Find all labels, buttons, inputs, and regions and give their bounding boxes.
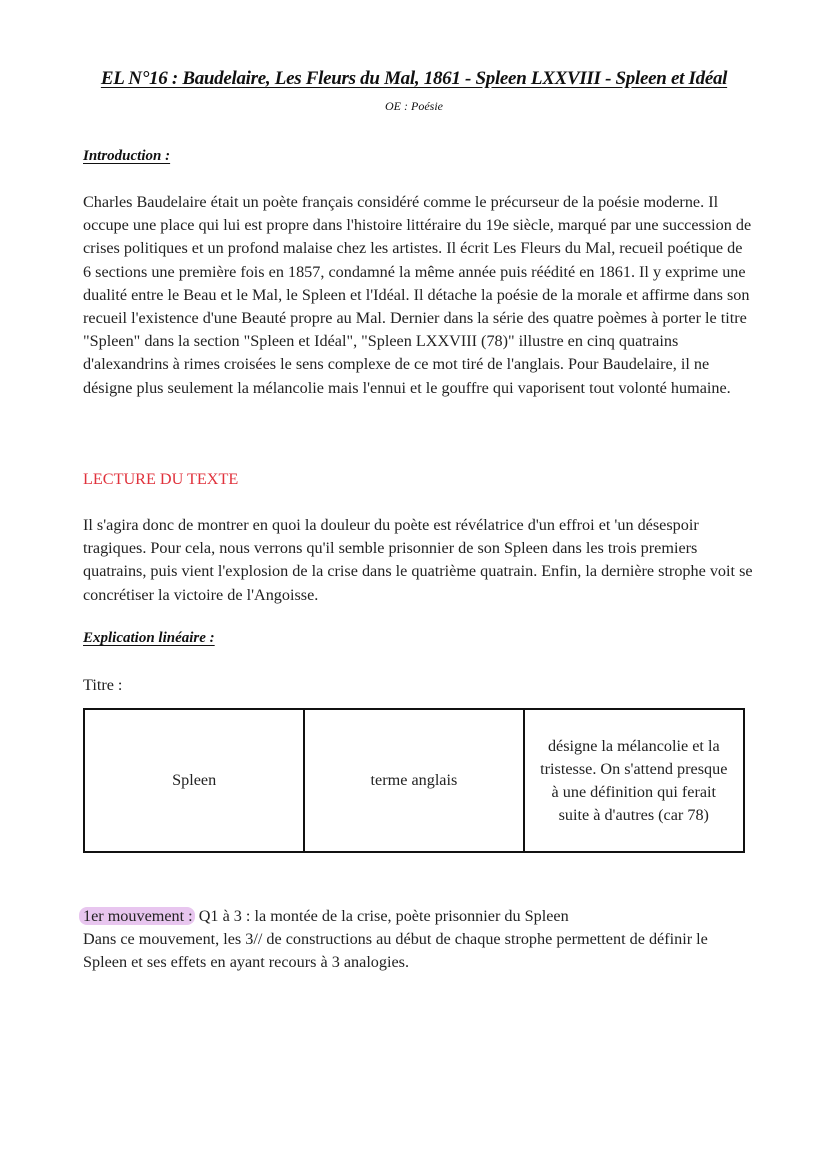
lecture-du-texte-label: LECTURE DU TEXTE <box>83 470 239 488</box>
table-cell-citation: Spleen <box>84 709 304 852</box>
table-cell-procede: terme anglais <box>304 709 523 852</box>
introduction-paragraph: Charles Baudelaire était un poète français considéré comme le précurseur de la poésie moderne. Il occupe une place qui lui est propre dans l'histoire littéraire du 19e siècle, marqué par une succession de crises politiques et un profond malaise chez les artistes. Il écrit Les Fleurs du Mal, recueil poétique de 6 sections une première fois en 1857, condamné la même année puis réédité en 1861. Il y exprime une dualité entre le Beau et le Mal, le Spleen et l'Idéal. Il détache la poésie de la morale et affirme dans son recueil l'existence d'une Beauté propre au Mal. Dernier dans la série des quatre poèmes à porter le titre "Spleen" dans la section "Spleen et Idéal", "Spleen LXXVIII (78)" illustre en cinq quatrains d'alexandrins à rimes croisées le sens complexe de ce mot tiré de l'anglais. Pour Baudelaire, il ne désigne plus seulement la mélancolie mais l'ennui et le gouffre qui vaporisent tout volonté humaine. <box>83 193 752 397</box>
analysis-table <box>83 708 745 853</box>
table-row <box>84 709 744 852</box>
explication-heading: Explication linéaire : <box>83 630 215 646</box>
titre-label: Titre : <box>83 676 123 694</box>
table-cell-analyse: désigne la mélancolie et la tristesse. On s'attend presque à une définition qui ferait suite à d'autres (car 78) <box>524 709 744 852</box>
introduction-heading: Introduction : <box>83 148 171 164</box>
mouvement-1-title-text: Q1 à 3 : la montée de la crise, poète prisonnier du Spleen <box>194 907 569 925</box>
mouvement-1-section <box>83 905 753 975</box>
document-title: EL N°16 : Baudelaire, Les Fleurs du Mal, 1861 - Spleen LXXVIII - Spleen et Idéal <box>100 68 728 89</box>
mouvement-1-title <box>83 905 753 928</box>
document-subtitle: OE : Poésie <box>385 99 443 113</box>
problematique-paragraph: Il s'agira donc de montrer en quoi la douleur du poète est révélatrice d'un effroi et 'un désespoir tragiques. Pour cela, nous verrons qu'il semble prisonnier de son Spleen dans les trois premiers quatrains, puis vient l'explosion de la crise dans le quatrième quatrain. Enfin, la dernière strophe voit se concrétiser la victoire de l'Angoisse. <box>83 516 753 604</box>
mouvement-1-label: 1er mouvement : <box>79 907 195 925</box>
mouvement-1-paragraph: Dans ce mouvement, les 3// de constructions au début de chaque strophe permettent de définir le Spleen et ses effets en ayant recours à 3 analogies. <box>83 930 708 972</box>
